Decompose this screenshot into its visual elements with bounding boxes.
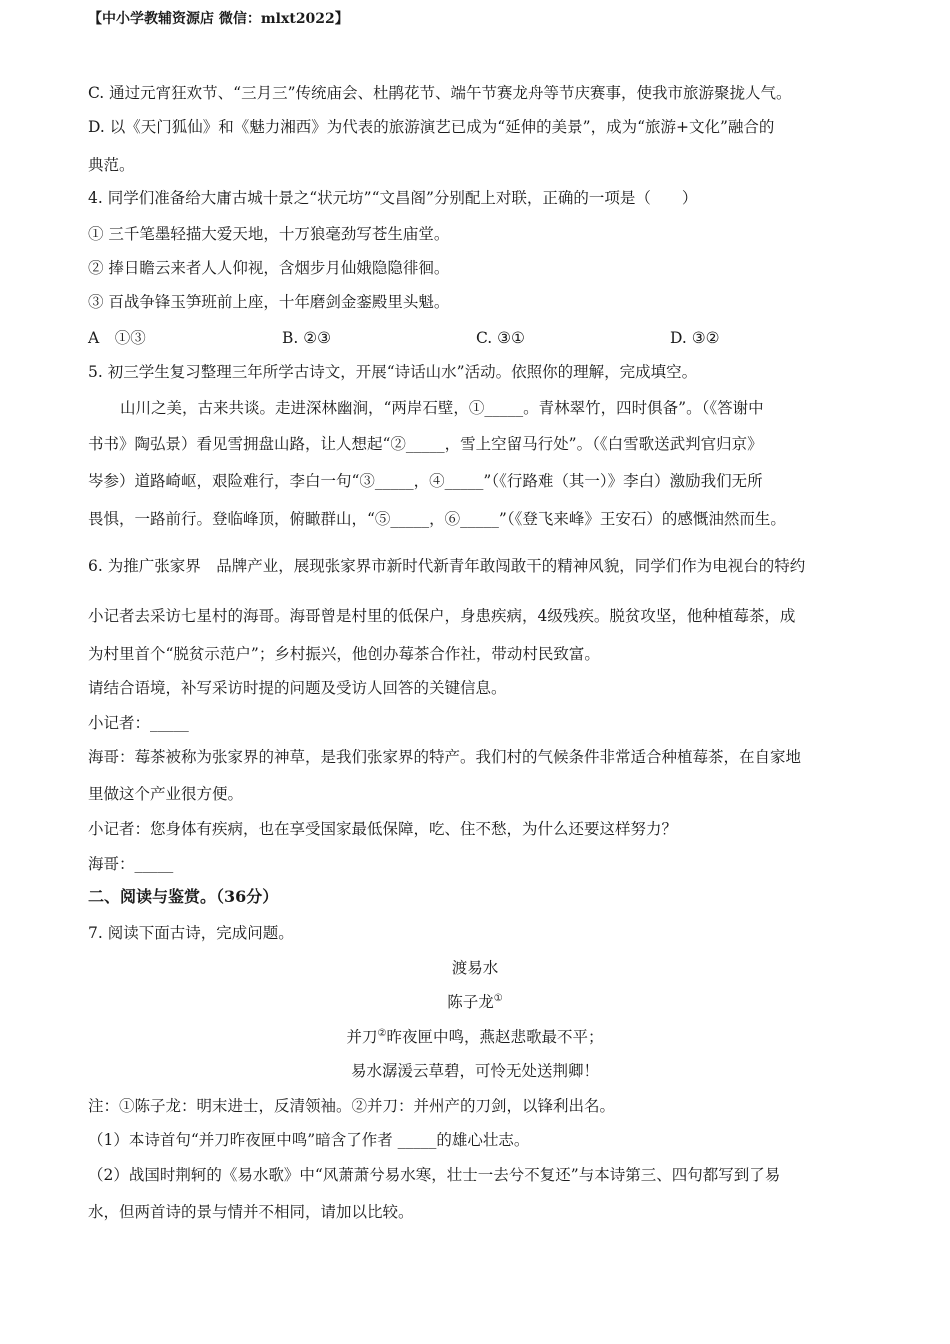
q6-reporter-line1: 小记者：_____ [88,714,189,732]
q6-haige-line1b: 里做这个产业很方便。 [88,785,244,803]
poem-author [0,992,950,1012]
q5-paragraph-line4: 畏惧，一路前行。登临峰顶，俯瞰群山，“⑤_____，⑥_____”（《登飞来峰》王安石）的感慨油然而生。 [88,510,786,528]
q7-subquestion-1: （1）本诗首句“并刀昨夜匣中鸣”暗含了作者 _____的雄心壮志。 [88,1131,530,1149]
q4-choice-a: A ①③ [88,329,146,347]
q4-stem: 4. 同学们准备给大庸古城十景之“状元坊”“文昌阁”分别配上对联，正确的一项是（ ） [88,189,698,207]
q3-option-d-line2: 典范。 [88,156,135,174]
q7-subquestion-2-line2: 水，但两首诗的景与情并不相同，请加以比较。 [88,1203,414,1221]
q6-stem-line3: 为村里首个“脱贫示范户”；乡村振兴，他创办莓茶合作社，带动村民致富。 [88,645,600,663]
q6-stem-line1: 6. 为推广张家界 品牌产业，展现张家界市新时代新青年敢闯敢干的精神风貌，同学们作为电视台的特约 [88,557,806,575]
q6-reporter-line2: 小记者：您身体有疾病，也在享受国家最低保障，吃、住不愁，为什么还要这样努力？ [88,820,678,838]
q4-choice-c: C. ③① [476,329,525,347]
q5-paragraph-line2: 书书》陶弘景）看见雪拥盘山路，让人想起“②_____，雪上空留马行处”。（《白雪歌送武判官归京》 [88,435,763,453]
poem-line-1 [0,1027,950,1047]
q3-option-d-line1: D. 以《天门狐仙》和《魅力湘西》为代表的旅游演艺已成为“延伸的美景”，成为“旅游+文化”融合的 [88,118,775,136]
q7-subquestion-2-line1: （2）战国时荆轲的《易水歌》中“风萧萧兮易水寒，壮士一去兮不复还”与本诗第三、四句都写到了易 [88,1166,781,1184]
q6-instruction: 请结合语境，补写采访时提的问题及受访人回答的关键信息。 [88,679,507,697]
q4-choice-b: B. ②③ [282,329,332,347]
q5-stem: 5. 初三学生复习整理三年所学古诗文，开展“诗话山水”活动。依照你的理解，完成填空。 [88,363,698,381]
poem-title: 渡易水 [451,959,499,977]
q3-option-c: C. 通过元宵狂欢节、“三月三”传统庙会、杜鹃花节、端午节赛龙舟等节庆赛事，使我市旅游聚拢人气。 [88,84,792,102]
poem-author-note-mark: ① [493,992,503,1004]
q4-item-2: ② 捧日瞻云来者人人仰视，含烟步月仙娥隐隐徘徊。 [88,259,450,277]
q4-item-1: ① 三千笔墨轻描大爱天地，十万狼毫劲写苍生庙堂。 [88,225,450,243]
q7-stem: 7. 阅读下面古诗，完成问题。 [88,924,294,942]
q5-paragraph-line3: 岑参）道路崎岖，艰险难行，李白一句“③_____，④_____”（《行路难（其一）》李白）激励我们无所 [88,472,763,490]
q4-choice-d: D. ③② [670,329,720,347]
q4-item-3: ③ 百战争锋玉笋班前上座，十年磨剑金銮殿里头魁。 [88,293,450,311]
page-header-watermark: 【中小学教辅资源店 微信：mlxt2022】 [88,11,349,27]
section-2-heading: 二、阅读与鉴赏。（36分） [88,887,279,906]
poem-line-1-part-b: 昨夜匣中鸣，燕赵悲歌最不平； [386,1028,604,1046]
poem-line-1-part-a: 并刀 [346,1028,378,1046]
poem-line-1-note-mark: ② [377,1027,387,1039]
poem-author-name: 陈子龙 [447,993,494,1011]
q6-stem-line2: 小记者去采访七星村的海哥。海哥曾是村里的低保户，身患疾病，4级残疾。脱贫攻坚，他种植莓茶，成 [88,607,796,625]
q6-haige-line2: 海哥：_____ [88,855,174,873]
q5-paragraph-line1: 山川之美，古来共谈。走进深林幽涧，“两岸石壁，①_____。青林翠竹，四时俱备”。（《答谢中 [120,399,764,417]
q7-notes: 注：①陈子龙：明末进士，反清领袖。②并刀：并州产的刀剑，以锋利出名。 [88,1097,616,1115]
q6-haige-line1a: 海哥：莓茶被称为张家界的神草，是我们张家界的特产。我们村的气候条件非常适合种植莓茶，在自家地 [88,748,802,766]
poem-line-2: 易水潺湲云草碧，可怜无处送荆卿！ [350,1062,599,1080]
